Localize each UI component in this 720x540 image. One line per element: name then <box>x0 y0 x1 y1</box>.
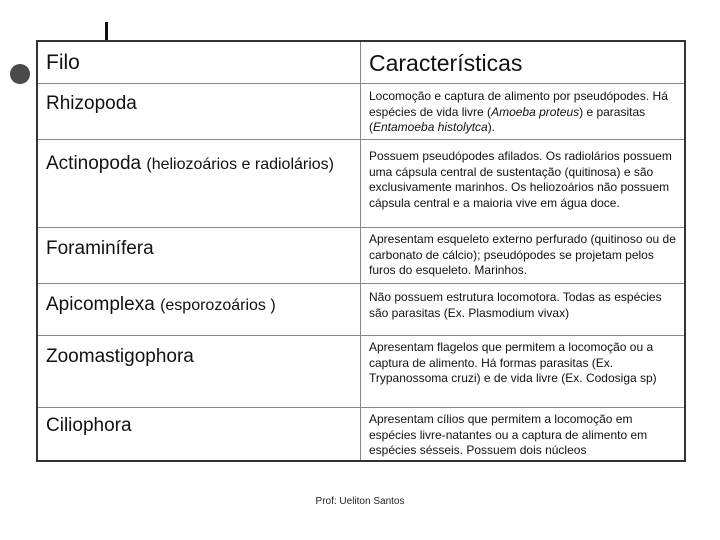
phylum-description: Não possuem estrutura locomotora. Todas as espécies são parasitas (Ex. Plasmodium vivax) <box>369 290 662 320</box>
phylum-name: Apicomplexa (esporozoários ) <box>46 294 276 315</box>
phylum-name: Ciliophora <box>46 415 132 436</box>
phylum-description: Apresentam cílios que permitem a locomoção em espécies livre-natantes ou a captura de alimento em espécies sésseis. Possuem dois núcleos <box>369 412 648 458</box>
phylum-description: Apresentam flagelos que permitem a locomoção ou a captura de alimento. Há formas parasitas (Ex. Trypanossoma cruzi) e de vida livre (Ex. Codosiga sp) <box>369 340 657 386</box>
table-row <box>38 408 684 460</box>
header-filo: Filo <box>46 51 80 74</box>
table-row <box>38 140 684 228</box>
bullet-icon <box>10 64 30 84</box>
phylum-name: Rhizopoda <box>46 93 137 114</box>
table-row <box>38 84 684 140</box>
header-caracteristicas: Características <box>369 50 523 76</box>
table-row <box>38 336 684 408</box>
table-row <box>38 228 684 284</box>
table-row <box>38 284 684 336</box>
phylum-name: Zoomastigophora <box>46 346 194 367</box>
top-tick-mark <box>105 22 108 42</box>
phylum-description: Locomoção e captura de alimento por pseudópodes. Há espécies de vida livre (Amoeba proteus) e parasitas (Entamoeba histolytca). <box>369 89 668 135</box>
phylum-name: Foraminífera <box>46 238 154 259</box>
phylum-description: Apresentam esqueleto externo perfurado (quitinoso ou de carbonato de cálcio); pseudópodes se projetam pelos furos do esqueleto. Marinhos. <box>369 232 676 278</box>
footer-credit: Prof: Ueliton Santos <box>315 496 405 507</box>
phylum-table <box>36 40 686 462</box>
phylum-name: Actinopoda (heliozoários e radiolários) <box>46 153 334 174</box>
table-header-row <box>38 42 684 84</box>
phylum-description: Possuem pseudópodes afilados. Os radiolários possuem uma cápsula central de sustentação (quitinosa) e são exclusivamente marinhos. Os heliozoários não possuem cápsula central e a maioria vive em água doce. <box>369 149 672 210</box>
